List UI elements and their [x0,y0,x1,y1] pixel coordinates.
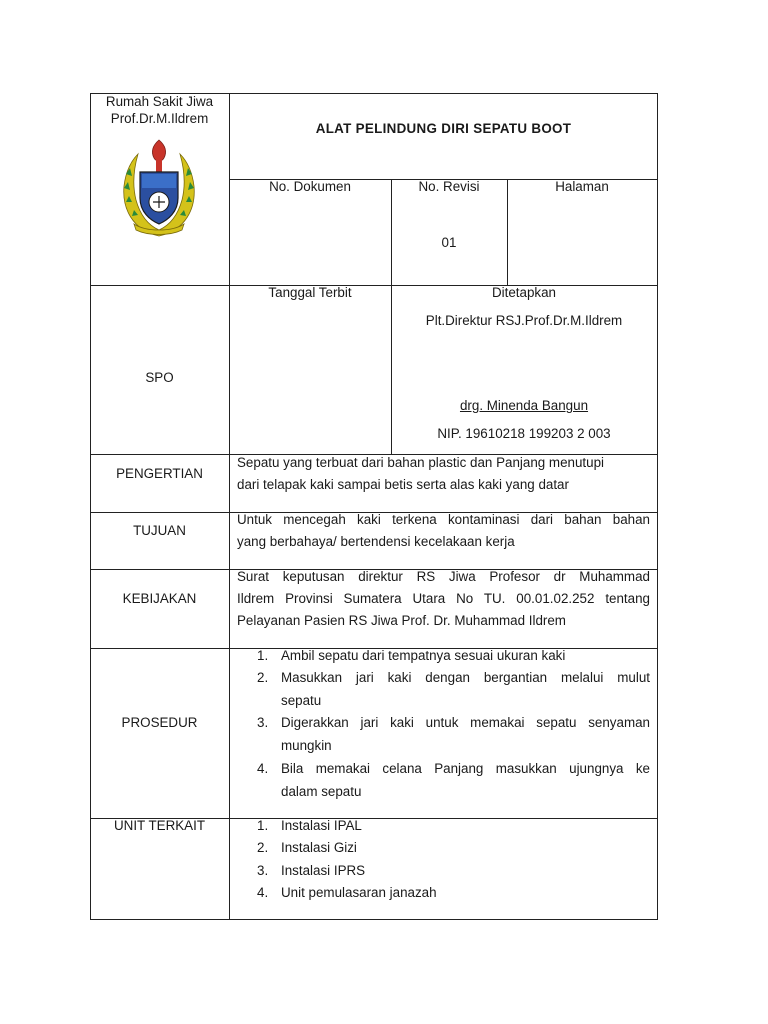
unit-1: Instalasi IPAL [281,818,362,833]
pengertian-label: PENGERTIAN [116,466,203,481]
prosedur-step-4-number: 4. [257,761,269,776]
unit-4: Unit pemulasaran janazah [281,885,437,900]
tanggal-terbit-label: Tanggal Terbit [268,285,352,300]
kebijakan-text-line3: Pelayanan Pasien RS Jiwa Prof. Dr. Muhammad Ildrem [237,613,566,628]
hospital-emblem-icon [120,138,198,240]
prosedur-label: PROSEDUR [121,715,198,730]
prosedur-step-1: Ambil sepatu dari tempatnya sesuai ukuran kaki [281,648,566,663]
tujuan-label: TUJUAN [133,523,186,538]
prosedur-step-4-line1: Bila memakai celana Panjang masukkan ujungnya ke [281,761,650,776]
kebijakan-label: KEBIJAKAN [122,591,197,606]
document-title: ALAT PELINDUNG DIRI SEPATU BOOT [315,121,572,136]
institution-name: Rumah Sakit Jiwa [105,94,214,109]
rule [90,93,91,920]
halaman-label: Halaman [555,179,609,194]
prosedur-step-3-line2: mungkin [281,738,332,753]
prosedur-step-1-number: 1. [257,648,269,663]
pengertian-text-line2: dari telapak kaki sampai betis serta alas kaki yang datar [237,477,569,492]
spo-label: SPO [145,370,174,385]
unit-3: Instalasi IPRS [281,863,366,878]
prosedur-step-2-line1: Masukkan jari kaki dengan bergantian melalui mulut [281,670,650,685]
signer-name: drg. Minenda Bangun [459,398,589,413]
unit-4-number: 4. [257,885,269,900]
unit-3-number: 3. [257,863,269,878]
no-dokumen-label: No. Dokumen [269,179,351,194]
rule [657,93,658,920]
unit-2: Instalasi Gizi [281,840,357,855]
kebijakan-text-line1: Surat keputusan direktur RS Jiwa Profesor dr Muhammad [237,569,650,584]
unit-terkait-label: UNIT TERKAIT [113,818,206,833]
prosedur-step-4-line2: dalam sepatu [281,784,362,799]
kebijakan-text-line2: Ildrem Provinsi Sumatera Utara No TU. 00.01.02.252 tentang [237,591,650,606]
rule [90,919,658,920]
spo-document [90,93,658,920]
prosedur-step-3-number: 3. [257,715,269,730]
no-revisi-value: 01 [441,235,457,250]
tujuan-text-line1: Untuk mencegah kaki terkena kontaminasi dari bahan bahan [237,512,650,527]
rule [229,93,230,920]
unit-2-number: 2. [257,840,269,855]
ditetapkan-by: Plt.Direktur RSJ.Prof.Dr.M.Ildrem [425,313,623,328]
signer-nip: NIP. 19610218 199203 2 003 [437,426,611,441]
prosedur-step-3-line1: Digerakkan jari kaki untuk memakai sepatu senyaman [281,715,650,730]
tujuan-text-line2: yang berbahaya/ bertendensi kecelakaan kerja [237,534,515,549]
ditetapkan-label: Ditetapkan [491,285,557,300]
unit-1-number: 1. [257,818,269,833]
prosedur-step-2-number: 2. [257,670,269,685]
pengertian-text-line1: Sepatu yang terbuat dari bahan plastic dan Panjang menutupi [237,455,605,470]
prosedur-step-2-line2: sepatu [281,693,322,708]
institution-name-line2: Prof.Dr.M.Ildrem [110,111,209,126]
no-revisi-label: No. Revisi [418,179,480,194]
